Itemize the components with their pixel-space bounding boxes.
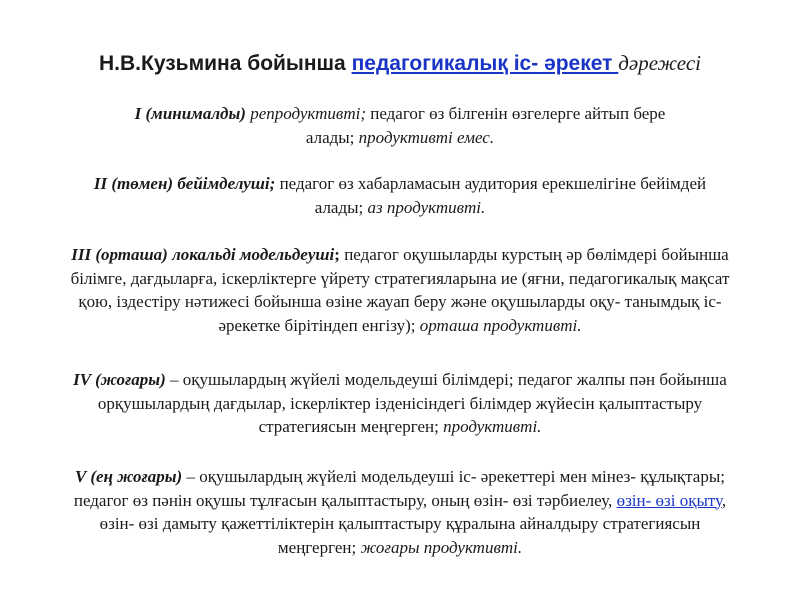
level-2-label: ІІ (төмен) бейімделуші; xyxy=(93,174,276,193)
level-4-line-3 xyxy=(0,415,800,439)
level-4-line-2: орқушылардың дағдылар, іскерліктер ізденісіндегі білімдер жүйесін қалыптастыру xyxy=(97,393,703,413)
level-3-paragraph xyxy=(0,243,800,337)
title-link[interactable]: педагогикалық іс- әрекет xyxy=(351,52,619,75)
level-5-text-4: меңгерген; xyxy=(277,537,361,557)
level-3-semicolon: ; xyxy=(334,245,340,264)
level-5-line-3: өзін- өзі дамыту қажеттіліктерін қалыптастыру құралына айналдыру стратегиясын xyxy=(99,514,701,533)
level-5-comma: , xyxy=(721,490,727,510)
level-2-rating: аз продуктивті. xyxy=(367,197,486,217)
level-4-paragraph xyxy=(0,368,800,439)
level-4-label: ІV (жоғары) xyxy=(73,370,166,389)
level-1-paragraph xyxy=(0,102,800,149)
title-suffix: дәрежесі xyxy=(618,51,701,75)
level-3-line-2: білімге, дағдыларға, іскерліктерге үйрету стратегияларына ие (яғни, педагогикалық мақсат xyxy=(70,268,730,288)
level-4-text-3: стратегиясын меңгерген; xyxy=(258,417,444,436)
level-5-label: V (ең жоғары) xyxy=(75,467,183,486)
level-2-text-2: алады; xyxy=(314,197,368,217)
self-study-link[interactable]: өзін- өзі оқыту xyxy=(616,490,722,510)
level-1-type: репродуктивті; xyxy=(245,104,366,123)
level-2-line-1 xyxy=(0,172,800,196)
level-1-text-2: алады; xyxy=(305,127,359,147)
level-5-line-4 xyxy=(0,536,800,560)
level-3-line-3: қою, іздестіру нәтижесі бойынша өзіне жауап беру және оқушыларды оқу- танымдық іс- xyxy=(78,292,722,311)
level-3-line-1 xyxy=(0,243,800,267)
level-1-text: педагог өз білгенін өзгелерге айтып бере xyxy=(365,104,666,123)
level-5-rating: жоғары продуктивті. xyxy=(360,537,523,557)
page-title xyxy=(0,50,800,77)
level-4-text: – оқушылардың жүйелі модельдеуші білімдері; педагог жалпы пән бойынша xyxy=(165,370,727,389)
level-3-text-4: әрекетке бірітіндеп енгізу); xyxy=(218,315,420,335)
level-3-rating: орташа продуктивті. xyxy=(419,315,582,335)
level-1-line-2 xyxy=(0,126,800,150)
level-5-paragraph xyxy=(0,465,800,559)
level-2-text: педагог өз хабарламасын аудитория ерекшелігіне бейімдей xyxy=(275,174,707,193)
level-1-label: І (минималды) xyxy=(134,104,246,123)
title-prefix: Н.В.Кузьмина бойынша xyxy=(99,52,352,75)
level-5-line-2 xyxy=(0,489,800,513)
level-5-line-1 xyxy=(0,465,800,489)
level-1-rating: продуктивті емес. xyxy=(358,127,495,147)
level-3-label: ІІІ (орташа) локальді модельдеуші xyxy=(71,245,335,264)
level-2-paragraph xyxy=(0,172,800,219)
level-5-text: – оқушылардың жүйелі модельдеуші іс- әрекеттері мен мінез- құлықтары; xyxy=(182,467,725,486)
level-4-line-1 xyxy=(0,368,800,392)
level-4-rating: продуктивті. xyxy=(443,417,542,436)
level-3-line-4 xyxy=(0,314,800,338)
level-5-text-2: педагог өз пәнін оқушы тұлғасын қалыптастыру, оның өзін- өзі тәрбиелеу, xyxy=(73,490,617,510)
level-1-line-1 xyxy=(0,102,800,126)
level-3-text: педагог оқушыларды курстың әр бөлімдері бойынша xyxy=(339,245,729,264)
level-2-line-2 xyxy=(0,196,800,220)
